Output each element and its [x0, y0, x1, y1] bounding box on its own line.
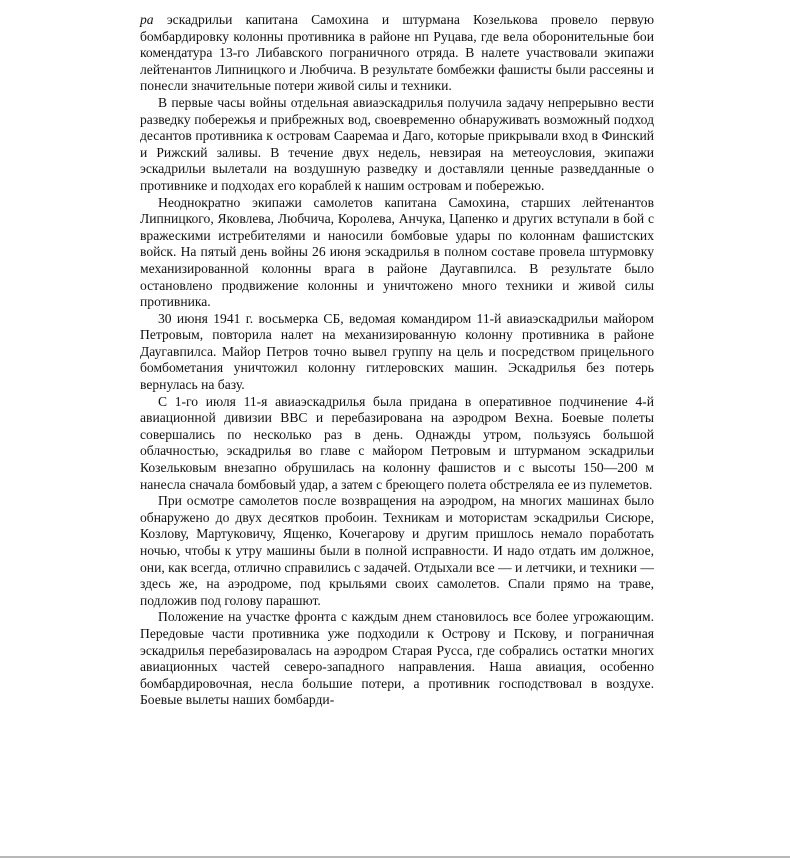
- paragraph: При осмотре самолетов после возвращения на аэродром, на многих машинах было обнаружено до двух десятков пробоин. Техникам и мотористам эскадрильи Сисюре, Козлову, Мартуковичу, Ященко, Кочегарову и другим пришлось немало поработать ночью, чтобы к утру машины были в полной исправности. И надо отдать им должное, они, как всегда, отлично справились с задачей. Отдыхали все — и летчики, и техники — здесь же, на аэродроме, под крыльями своих самолетов. Спали прямо на траве, подложив под голову парашют.: [140, 493, 654, 608]
- document-page: [140, 12, 654, 709]
- paragraph: В первые часы войны отдельная авиаэскадрилья получила задачу непрерывно вести разведку побережья и прибрежных вод, своевременно обнаруживать возможный подход десантов противника к островам Сааремаа и Даго, которые прикрывали вход в Финский и Рижский заливы. В течение двух недель, невзирая на метеоусловия, экипажи эскадрильи вылетали на воздушную разведку и доставляли ценные разведданные о противнике и подходах его кораблей к нашим островам и побережью.: [140, 94, 654, 193]
- paragraph: Неоднократно экипажи самолетов капитана Самохина, старших лейтенантов Липницкого, Яковлева, Любчича, Королева, Анчука, Цапенко и других вступали в бой с вражескими истребителями и наносили бомбовые удары по колоннам фашистских войск. На пятый день войны 26 июня эскадрилья в полном составе провела штурмовку механизированной колонны врага в районе Даугавпилса. В результате было остановлено продвижение колонны и уничтожено много техники и живой силы противника.: [140, 194, 654, 310]
- paragraph-lead: ра: [140, 12, 154, 27]
- paragraph: 30 июня 1941 г. восьмерка СБ, ведомая командиром 11-й авиаэскадрильи майором Петровым, повторила налет на механизированную колонну противника в районе Даугавпилса. Майор Петров точно вывел группу на цель и посредством прицельного бомбометания уничтожил колонну гитлеровских машин. Эскадрилья без потерь вернулась на базу.: [140, 310, 654, 393]
- paragraph-text: эскадрильи капитана Самохина и штурмана Козелькова провело первую бомбардировку колонны противника в районе нп Руцава, где вела оборонительные бои комендатура 13-го Либавского пограничного отряда. В налете участвовали экипажи лейтенантов Липницкого и Любчича. В результате бомбежки фашисты были рассеяны и понесли значительные потери живой силы и техники.: [140, 12, 654, 94]
- paragraph: [140, 12, 654, 95]
- paragraph: С 1-го июля 11-я авиаэскадрилья была придана в оперативное подчинение 4-й авиационной дивизии ВВС и перебазирована на аэродром Вехна. Боевые полеты совершались по несколько раз в день. Однажды утром, пользуясь большой облачностью, эскадрилья во главе с майором Петровым и штурманом эскадрильи Козельковым внезапно обрушилась на колонну фашистов и с высоты 150—200 м нанесла сначала бомбовый удар, а затем с бреющего полета обстреляла ее из пулеметов.: [140, 393, 654, 492]
- paragraph: Положение на участке фронта с каждым днем становилось все более угрожающим. Передовые части противника уже подходили к Острову и Пскову, и пограничная эскадрилья перебазировалась на аэродром Старая Русса, где собрались остатки многих авиационных частей северо-западного направления. Наша авиация, особенно бомбардировочная, несла большие потери, а противник господствовал в воздухе. Боевые вылеты наших бомбарди-: [140, 609, 654, 708]
